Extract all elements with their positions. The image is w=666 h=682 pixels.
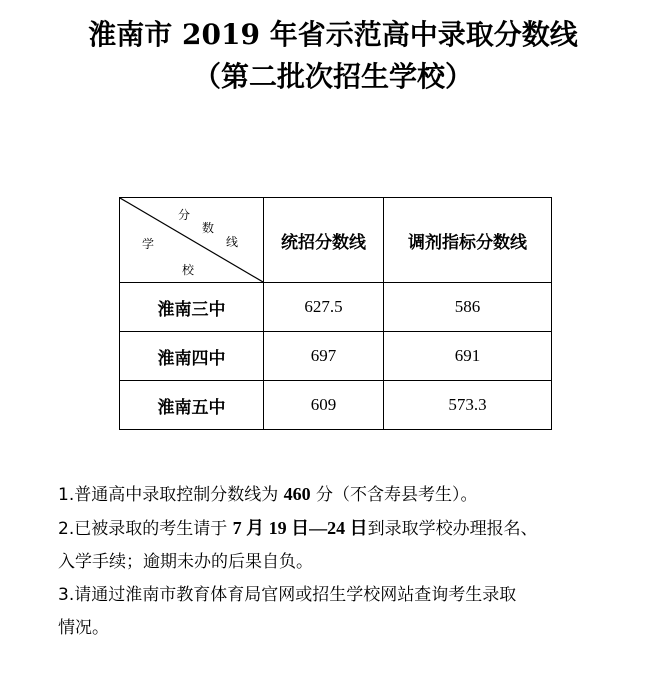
unified-score-cell: 697: [264, 332, 384, 381]
adjusted-score-cell: 573.3: [384, 381, 552, 430]
table-row: [120, 381, 552, 430]
diagonal-header-cell: [120, 198, 264, 283]
diag-label-xian: 线: [226, 235, 239, 249]
column-header-adjusted: 调剂指标分数线: [384, 198, 552, 283]
note-2: 2.已被录取的考生请于 7 月 19 日—24 日到录取学校办理报名、: [58, 518, 538, 539]
note-1: 1.普通高中录取控制分数线为 460 分（不含寿县考生）。: [58, 484, 478, 505]
note-3-continued: 情况。: [58, 618, 109, 638]
school-name-cell: 淮南三中: [120, 283, 264, 332]
notes-section: [58, 478, 638, 645]
adjusted-score-cell: 691: [384, 332, 552, 381]
school-name-cell: 淮南五中: [120, 381, 264, 430]
table-row: [120, 283, 552, 332]
school-name-cell: 淮南四中: [120, 332, 264, 381]
control-score: 460: [283, 484, 311, 504]
column-header-unified: 统招分数线: [264, 198, 384, 283]
diag-label-fen: 分: [178, 208, 191, 222]
diag-label-xue: 学: [142, 237, 155, 251]
score-table: [119, 197, 552, 430]
page-title: 淮南市 2019 年省示范高中录取分数线: [88, 18, 578, 51]
unified-score-cell: 609: [264, 381, 384, 430]
diag-label-xiao: 校: [182, 263, 195, 277]
diag-label-shu: 数: [202, 221, 215, 235]
registration-dates: 7 月 19 日—24 日: [232, 518, 368, 538]
note-3: 3.请通过淮南市教育体育局官网或招生学校网站查询考生录取: [58, 585, 517, 605]
note-2-continued: 入学手续；逾期未办的后果自负。: [58, 552, 313, 572]
unified-score-cell: 627.5: [264, 283, 384, 332]
table-header-row: [120, 198, 552, 283]
page-subtitle: （第二批次招生学校）: [192, 60, 473, 93]
table-row: [120, 332, 552, 381]
adjusted-score-cell: 586: [384, 283, 552, 332]
